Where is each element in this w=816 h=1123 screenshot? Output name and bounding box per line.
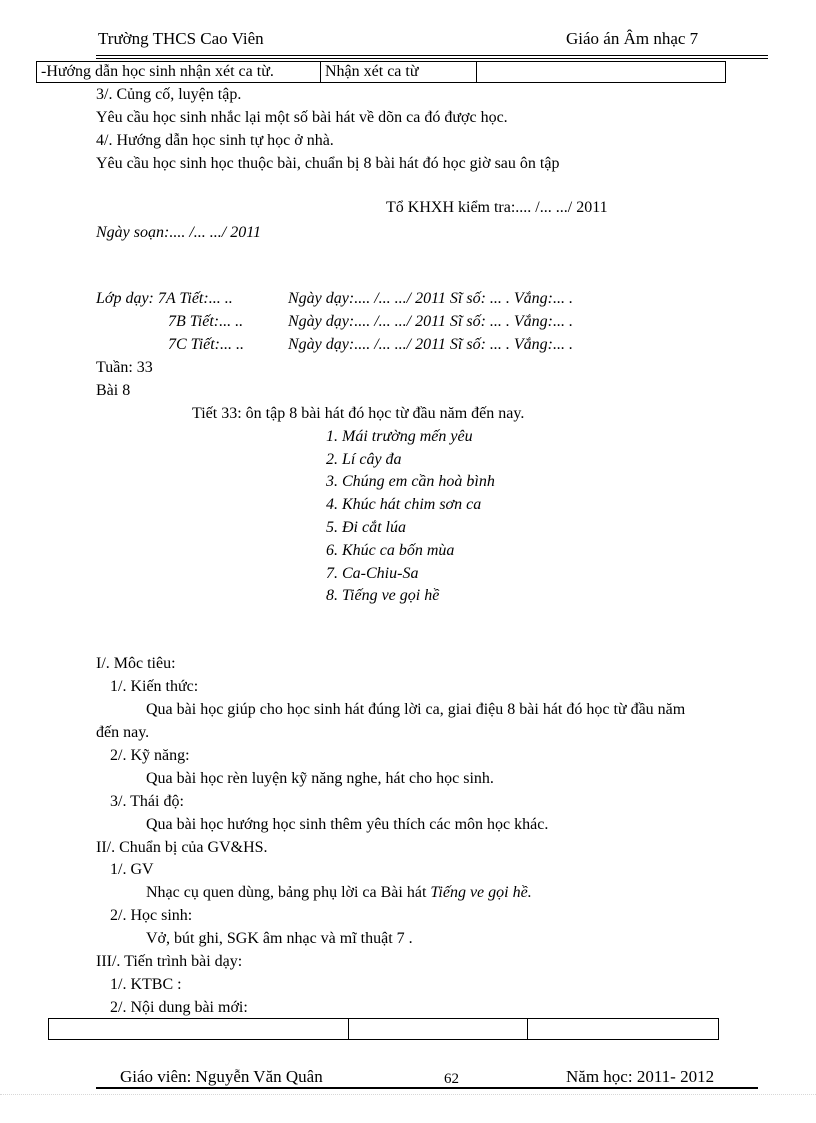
- song-title: Ca-Chiu-Sa: [342, 565, 419, 582]
- song-title: Khúc ca bốn mùa: [342, 542, 455, 559]
- song-number: 8.: [326, 587, 338, 604]
- list-item: [326, 429, 473, 445]
- week: Tuần: 33: [96, 359, 153, 376]
- header-school: Trường THCS Cao Viên: [98, 29, 264, 48]
- song-title: Mái trường mến yêu: [342, 428, 473, 445]
- hs-heading: 2/. Học sinh:: [110, 907, 193, 924]
- class-7a-date: Ngày dạy:.... /... .../ 2011 Sĩ số: ... . Vắng:... .: [288, 290, 574, 307]
- top-table: [36, 61, 726, 83]
- process-step-1: 1/. KTBC :: [110, 976, 182, 993]
- objectives-heading: I/. Môc tiêu:: [96, 655, 176, 672]
- consolidate-text: Yêu cầu học sinh nhắc lại một số bài hát về dõn ca đó được học.: [96, 109, 508, 126]
- header-subject: Giáo án Âm nhạc 7: [566, 29, 699, 48]
- song-title: Khúc hát chim sơn ca: [342, 496, 482, 513]
- song-number: 1.: [326, 428, 338, 445]
- footer-teacher: Giáo viên: Nguyễn Văn Quân: [120, 1067, 323, 1086]
- process-step-2: 2/. Nội dung bài mới:: [110, 999, 248, 1016]
- table-cell: [49, 1019, 349, 1040]
- consolidate-heading: 3/. Củng cố, luyện tập.: [96, 86, 242, 103]
- gv-heading: 1/. GV: [110, 861, 154, 878]
- attitude-text: Qua bài học hướng học sinh thêm yêu thích các môn học khác.: [146, 816, 549, 833]
- footer-year: Năm học: 2011- 2012: [566, 1067, 715, 1086]
- class-7a-label: Lớp dạy: 7A Tiết:... ..: [96, 290, 233, 307]
- song-number: 6.: [326, 542, 338, 559]
- preparation-date: Ngày soạn:.... /... .../ 2011: [96, 224, 262, 241]
- song-title: Lí cây đa: [342, 451, 402, 468]
- header-rule: [96, 55, 768, 56]
- class-7b-label: 7B Tiết:... ..: [168, 313, 244, 330]
- table-cell: [528, 1019, 719, 1040]
- header-rule-double: [96, 58, 768, 59]
- list-item: [326, 588, 439, 604]
- skills-text: Qua bài học rèn luyện kỹ năng nghe, hát cho học sinh.: [146, 770, 494, 787]
- table-cell: [349, 1019, 528, 1040]
- knowledge-heading: 1/. Kiến thức:: [110, 678, 199, 695]
- homework-text: Yêu cầu học sinh học thuộc bài, chuẩn bị 8 bài hát đó học giờ sau ôn tập: [96, 155, 560, 172]
- song-title: Tiếng ve gọi hề: [342, 587, 440, 604]
- song-number: 3.: [326, 473, 338, 490]
- table-cell: -Hướng dẫn học sinh nhận xét ca từ.: [37, 62, 321, 83]
- bottom-table: [48, 1018, 719, 1040]
- lesson: Bài 8: [96, 382, 131, 399]
- hs-text: Vở, bút ghi, SGK âm nhạc và mĩ thuật 7 .: [146, 930, 413, 947]
- page-number: 62: [444, 1071, 459, 1087]
- table-cell: [477, 62, 726, 83]
- list-item: [326, 520, 406, 536]
- song-number: 4.: [326, 496, 338, 513]
- gv-materials: Nhạc cụ quen dùng, bảng phụ lời ca Bài hát: [146, 884, 427, 901]
- class-7c-label: 7C Tiết:... ..: [168, 336, 245, 353]
- song-number: 2.: [326, 451, 338, 468]
- gv-text: [146, 885, 532, 901]
- class-7c-date: Ngày dạy:.... /... .../ 2011 Sĩ số: ... . Vắng:... .: [288, 336, 574, 353]
- table-row: [49, 1019, 719, 1040]
- knowledge-text: Qua bài học giúp cho học sinh hát đúng lời ca, giai điệu 8 bài hát đó học từ đầu năm: [146, 701, 686, 718]
- attitude-heading: 3/. Thái độ:: [110, 793, 184, 810]
- footer-rule: [96, 1087, 758, 1089]
- list-item: [326, 566, 418, 582]
- class-7b-date: Ngày dạy:.... /... .../ 2011 Sĩ số: ... . Vắng:... .: [288, 313, 574, 330]
- homework-heading: 4/. Hướng dẫn học sinh tự học ở nhà.: [96, 132, 334, 149]
- song-number: 7.: [326, 565, 338, 582]
- table-row: [37, 62, 726, 83]
- process-heading: III/. Tiến trình bài dạy:: [96, 953, 243, 970]
- skills-heading: 2/. Kỹ năng:: [110, 747, 190, 764]
- list-item: [326, 543, 454, 559]
- table-cell: Nhận xét ca từ: [321, 62, 477, 83]
- song-title: Chúng em cần hoà bình: [342, 473, 495, 490]
- page-edge: [0, 1094, 816, 1095]
- knowledge-text-cont: đến nay.: [96, 724, 150, 741]
- list-item: [326, 497, 481, 513]
- song-title: Đi cắt lúa: [342, 519, 406, 536]
- list-item: [326, 452, 402, 468]
- preparation-heading: II/. Chuẩn bị của GV&HS.: [96, 839, 268, 856]
- department-check: Tổ KHXH kiểm tra:.... /... .../ 2011: [386, 199, 608, 216]
- song-number: 5.: [326, 519, 338, 536]
- gv-song: Tiếng ve gọi hề.: [430, 884, 532, 901]
- list-item: [326, 474, 495, 490]
- period-title: Tiết 33: ôn tập 8 bài hát đó học từ đầu năm đến nay.: [192, 405, 525, 422]
